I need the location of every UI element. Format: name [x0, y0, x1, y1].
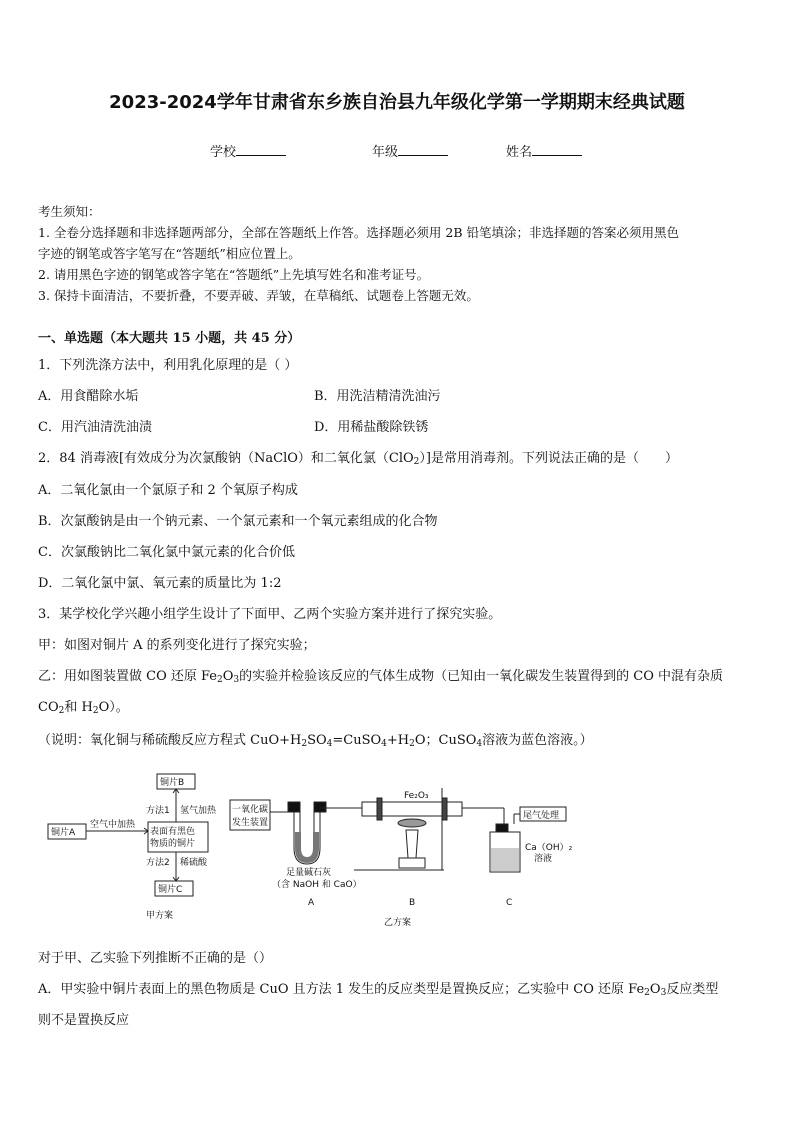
- grade-field: [372, 141, 448, 160]
- copper-b-text: 铜片B: [160, 778, 185, 788]
- grade-label: 年级: [372, 145, 399, 160]
- notice-item-2: 2. 请用黑色字迹的钢笔或答字笔在“答题纸”上先填写姓名和准考证号。: [38, 267, 430, 282]
- copper-c-text: 铜片C: [158, 885, 183, 895]
- q1-option-a: A．用食醋除水垢: [38, 389, 139, 404]
- black-copper-text-2: 物质的铜片: [150, 839, 196, 849]
- stopper-left: [288, 802, 300, 812]
- q2-option-d: D．二氧化氯中氯、氧元素的质量比为 1:2: [38, 576, 282, 591]
- school-blank: [236, 143, 286, 156]
- notice-heading: 考生须知：: [38, 204, 101, 219]
- label-c: C: [506, 898, 513, 908]
- stopper-right: [314, 802, 326, 812]
- q1-option-d: D．用稀盐酸除铁锈: [314, 420, 429, 435]
- fe2o3-text: Fe₂O₃: [404, 791, 429, 801]
- lime-text-1: 足量碱石灰: [286, 868, 332, 878]
- section-heading: 一、单选题（本大题共 15 小题，共 45 分）: [38, 331, 301, 346]
- burner: [406, 830, 418, 858]
- q2-stem: 2．84 消毒液[有效成分为次氯酸钠（NaClO）和二氧化氯（ClO$_2$）]是常用消毒剂。下列说法正确的是（ ）: [38, 451, 678, 467]
- label-a: A: [308, 898, 315, 908]
- yi-label: 乙方案: [384, 918, 412, 928]
- page-title: 2023-2024学年甘肃省东乡族自治县九年级化学第一学期期末经典试题: [109, 92, 685, 113]
- q2-option-a: A．二氧化氯由一个氯原子和 2 个氧原子构成: [38, 483, 298, 498]
- q3-stem: 3．某学校化学兴趣小组学生设计了下面甲、乙两个实验方案并进行了探究实验。: [38, 607, 502, 622]
- caoh2-text-1: Ca（OH）₂: [525, 843, 573, 853]
- q1-stem: 1．下列洗涤方法中，利用乳化原理的是（ ）: [38, 358, 298, 373]
- notice-item-1a: 1. 全卷分选择题和非选择题两部分，全部在答题纸上作答。选择题必须用 2B 铅笔填涂；非选择题的答案必须用黑色: [38, 225, 679, 240]
- black-copper-text-1: 表面有黑色: [150, 827, 196, 837]
- tail-gas-text: 尾气处理: [523, 811, 560, 821]
- q3-question: 对于甲、乙实验下列推断不正确的是（）: [38, 951, 273, 966]
- q3-jia: 甲：如图对铜片 A 的系列变化进行了探究实验；: [38, 638, 316, 653]
- caoh2-text-2: 溶液: [534, 854, 553, 864]
- q3-yi-line1: 乙：用如图装置做 CO 还原 $Fe_2O_3$的实验并检验该反应的气体生成物（已知由一氧化碳发生装置得到的 CO 中混有杂质: [38, 669, 724, 685]
- notice-item-1b: 字迹的钢笔或答字笔写在“答题纸”相应位置上。: [38, 246, 301, 261]
- q3-option-a-line2: 则不是置换反应: [38, 1013, 130, 1028]
- copper-a-text: 铜片A: [51, 828, 76, 838]
- air-heat-text: 空气中加热: [90, 820, 136, 830]
- flame: [398, 819, 426, 827]
- soda-lime: [295, 832, 319, 863]
- method2-text: 方法2: [146, 858, 170, 868]
- name-field: [506, 141, 582, 160]
- dilute-acid-text: 稀硫酸: [180, 858, 208, 868]
- yi-apparatus: [230, 788, 566, 872]
- notice-item-3: 3. 保持卡面清洁，不要折叠，不要弄破、弄皱，在草稿纸、试题卷上答题无效。: [38, 288, 479, 303]
- q3-option-a-line1: A．甲实验中铜片表面上的黑色物质是 CuO 且方法 1 发生的反应类型是置换反应；乙实验中 CO 还原 $Fe_2O_3$反应类型: [38, 982, 719, 998]
- q3-note: （说明：氧化铜与稀硫酸反应方程式 $CuO+H_2SO_4=CuSO_4+H_2O$；CuSO$_4$溶液为蓝色溶液。）: [38, 733, 593, 749]
- co-gen-text-1: 一氧化碳: [232, 805, 269, 815]
- lime-text-2: （含 NaOH 和 CaO）: [272, 880, 362, 890]
- q1-option-b: B．用洗洁精清洗油污: [314, 389, 441, 404]
- label-b: B: [409, 898, 416, 908]
- experiment-figure: [44, 768, 774, 930]
- q2-option-c: C．次氯酸钠比二氧化氯中氯元素的化合价低: [38, 545, 295, 560]
- name-blank: [532, 143, 582, 156]
- grade-blank: [398, 143, 448, 156]
- method1-text: 方法1: [146, 806, 170, 816]
- burner-base: [399, 858, 425, 868]
- name-label: 姓名: [506, 145, 533, 160]
- jia-label: 甲方案: [146, 911, 174, 921]
- q2-option-b: B．次氯酸钠是由一个钠元素、一个氯元素和一个氧元素组成的化合物: [38, 514, 438, 529]
- q1-option-c: C．用汽油清洗油渍: [38, 420, 152, 435]
- q3-yi-line2: $CO_2$和 $H_2O$）。: [38, 700, 129, 716]
- co-gen-text-2: 发生装置: [232, 818, 269, 828]
- h2-heat-text: 氢气加热: [180, 806, 217, 816]
- school-field: [210, 141, 286, 160]
- school-label: 学校: [210, 145, 237, 160]
